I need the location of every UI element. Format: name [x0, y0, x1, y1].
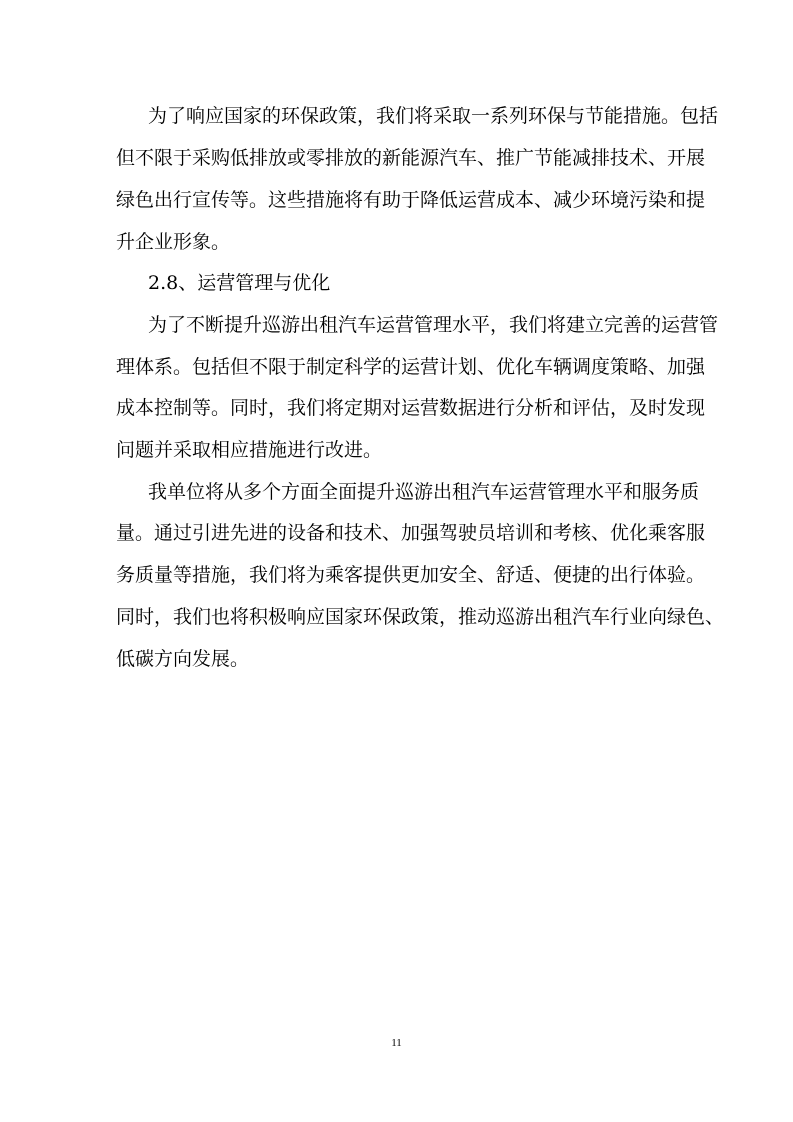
- paragraph-1-line-2: 但不限于采购低排放或零排放的新能源汽车、推广节能减排技术、开展: [116, 147, 706, 169]
- page-number: 11: [391, 1037, 402, 1049]
- paragraph-1-line-4: 升企业形象。: [116, 231, 231, 253]
- paragraph-3-line-3: 务质量等措施，我们将为乘客提供更加安全、舒适、便捷的出行体验。: [116, 564, 706, 586]
- paragraph-3-line-2: 量。通过引进先进的设备和技术、加强驾驶员培训和考核、优化乘客服: [116, 522, 706, 544]
- section-heading: 2.8、运营管理与优化: [148, 272, 331, 294]
- paragraph-2-line-1: 为了不断提升巡游出租汽车运营管理水平，我们将建立完善的运营管: [148, 314, 719, 336]
- paragraph-3-line-4: 同时，我们也将积极响应国家环保政策，推动巡游出租汽车行业向绿色、: [116, 606, 725, 628]
- paragraph-3-line-5: 低碳方向发展。: [116, 648, 250, 670]
- paragraph-1-line-1: 为了响应国家的环保政策，我们将采取一系列环保与节能措施。包括: [148, 105, 719, 127]
- paragraph-2-line-3: 成本控制等。同时，我们将定期对运营数据进行分析和评估，及时发现: [116, 397, 706, 419]
- paragraph-2-line-2: 理体系。包括但不限于制定科学的运营计划、优化车辆调度策略、加强: [116, 356, 706, 378]
- paragraph-3-line-1: 我单位将从多个方面全面提升巡游出租汽车运营管理水平和服务质: [148, 481, 700, 503]
- paragraph-1-line-3: 绿色出行宣传等。这些措施将有助于降低运营成本、减少环境污染和提: [116, 189, 706, 211]
- paragraph-2-line-4: 问题并采取相应措施进行改进。: [116, 439, 383, 461]
